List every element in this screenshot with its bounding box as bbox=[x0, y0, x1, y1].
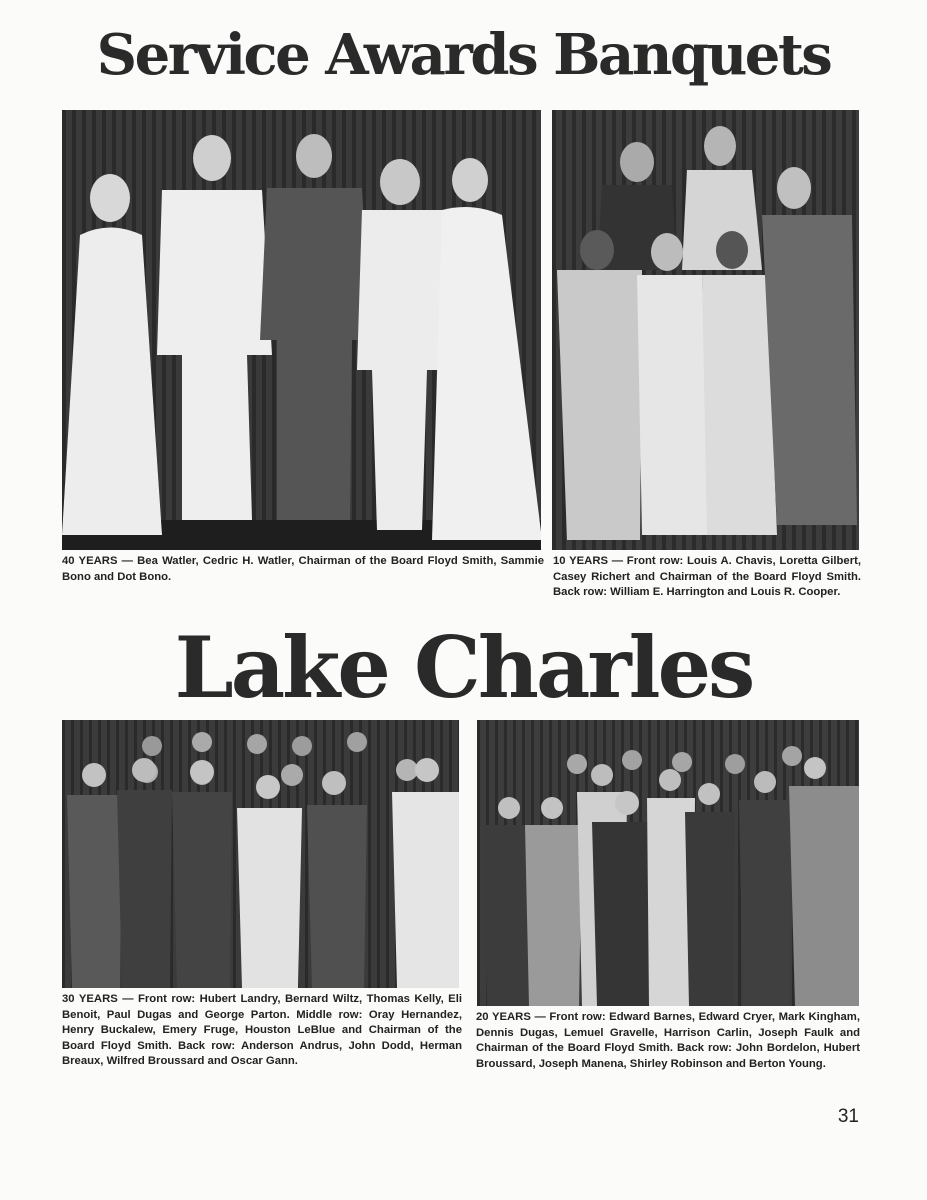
group-photo-20-years bbox=[477, 720, 859, 1006]
group-photo-40-years bbox=[62, 110, 541, 550]
section-title: Lake Charles bbox=[174, 618, 753, 717]
photo-caption-40-years: 40 YEARS — Bea Watler, Cedric H. Watler, Chairman of the Board Floyd Smith, Sammie Bono and Dot Bono. bbox=[62, 555, 544, 583]
photo-caption-10-years: 10 YEARS — Front row: Louis A. Chavis, Loretta Gilbert, Casey Richert and Chairman of the Board Floyd Smith. Back row: William E. Harrington and Louis R. Cooper. bbox=[553, 555, 861, 598]
group-photo-30-years bbox=[62, 720, 459, 988]
group-photo-10-years bbox=[552, 110, 859, 550]
page-title: Service Awards Banquets bbox=[96, 22, 831, 88]
photo-caption-30-years: 30 YEARS — Front row: Hubert Landry, Bernard Wiltz, Thomas Kelly, Eli Benoit, Paul Dugas and George Parton. Middle row: Oray Hernandez, Henry Buckalew, Emery Fruge, Houston LeBlue and Chairman of the Board Floyd Smith. Back row: Anderson Andrus, John Dodd, Herman Breaux, Wilfred Broussard and Oscar Gann. bbox=[62, 993, 462, 1067]
page-number: 31 bbox=[837, 1106, 859, 1127]
photo-caption-20-years: 20 YEARS — Front row: Edward Barnes, Edward Cryer, Mark Kingham, Dennis Dugas, Lemuel Gravelle, Harrison Carlin, Joseph Faulk and Chairman of the Board Floyd Smith. Back row: John Bordelon, Hubert Broussard, Joseph Manena, Shirley Robinson and Berton Young. bbox=[476, 1011, 860, 1070]
